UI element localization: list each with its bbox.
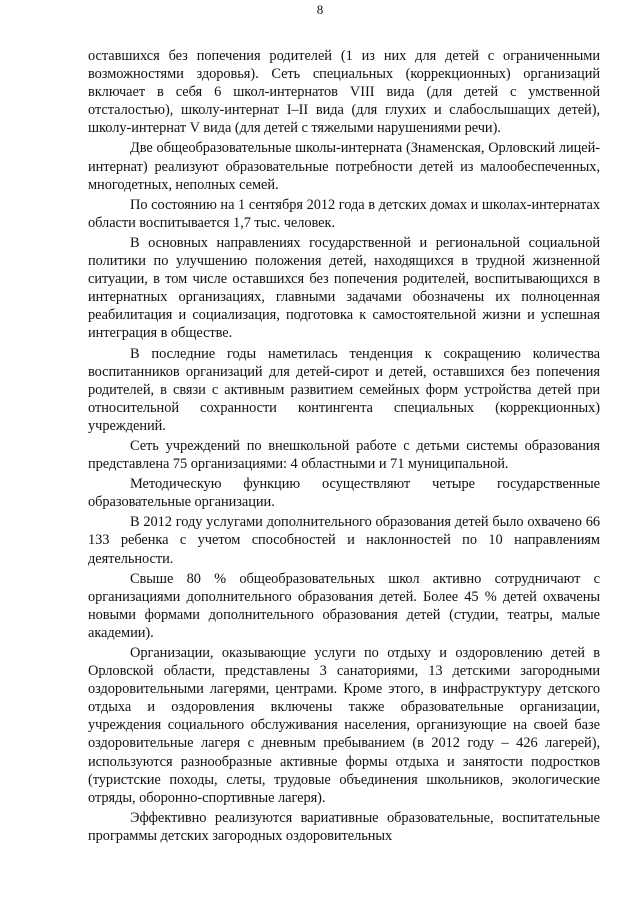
paragraph-10: Организации, оказывающие услуги по отдыху и оздоровлению детей в Орловской области, представлены 3 санаториями, 13 детскими загородными оздоровительными лагерями, центрами. Кроме этого, в инфраструктуру детского отдыха и оздоровления включены также образовательные организации, учреждения социального обслуживания населения, организующие на своей базе оздоровительные лагеря с дневным пребыванием (в 2012 году – 426 лагерей), используются разнообразные активные формы отдыха и занятости подростков (туристские походы, слеты, трудовые объединения школьников, экологические отряды, оборонно-спортивные лагеря). — [88, 645, 600, 806]
paragraph-7: Методическую функцию осуществляют четыре государственные образовательные организации. — [88, 476, 600, 511]
paragraph-9: Свыше 80 % общеобразовательных школ активно сотрудничают с организациями дополнительного образования детей. Более 45 % детей охвачены новыми формами дополнительного образования детей (студии, театры, малые академии). — [88, 570, 600, 641]
paragraph-2: Две общеобразовательные школы-интерната (Знаменская, Орловский лицей-интернат) реализуют образовательные потребности детей из малообеспеченных, многодетных, неполных семей. — [88, 140, 600, 193]
paragraph-8: В 2012 году услугами дополнительного образования детей было охвачено 66 133 ребенка с учетом способностей и наклонностей по 10 направлениям деятельности. — [88, 514, 600, 567]
paragraph-1: оставшихся без попечения родителей (1 из них для детей с ограниченными возможностями здоровья). Сеть специальных (коррекционных) организаций включает в себя 6 школ-интернатов VIII вида (для детей с умственной отсталостью), школу-интернат I–II вида (для глухих и слабослышащих детей), школу-интернат V вида (для детей с тяжелыми нарушениями речи). — [88, 48, 600, 137]
paragraph-6: Сеть учреждений по внешкольной работе с детьми системы образования представлена 75 организациями: 4 областными и 71 муниципальной. — [88, 437, 600, 473]
paragraph-3: По состоянию на 1 сентября 2012 года в детских домах и школах-интернатах области воспитывается 1,7 тыс. человек. — [88, 196, 600, 231]
paragraph-11: Эффективно реализуются вариативные образовательные, воспитательные программы детских загородных оздоровительных — [88, 809, 600, 844]
page-body — [88, 47, 600, 845]
page-number: 8 — [316, 2, 324, 17]
paragraph-4: В основных направлениях государственной и региональной социальной политики по улучшению положения детей, находящихся в трудной жизненной ситуации, в том числе оставшихся без попечения родителей, воспитывающихся в интернатных организациях, главными задачами обозначены их полноценная реабилитация и социализация, подготовка к самостоятельной жизни и успешная интеграция в обществе. — [88, 234, 600, 342]
paragraph-5: В последние годы наметилась тенденция к сокращению количества воспитанников организаций для детей-сирот и детей, оставшихся без попечения родителей, в связи с активным развитием семейных форм устройства детей при относительной сохранности контингента специальных (коррекционных) учреждений. — [88, 345, 600, 434]
